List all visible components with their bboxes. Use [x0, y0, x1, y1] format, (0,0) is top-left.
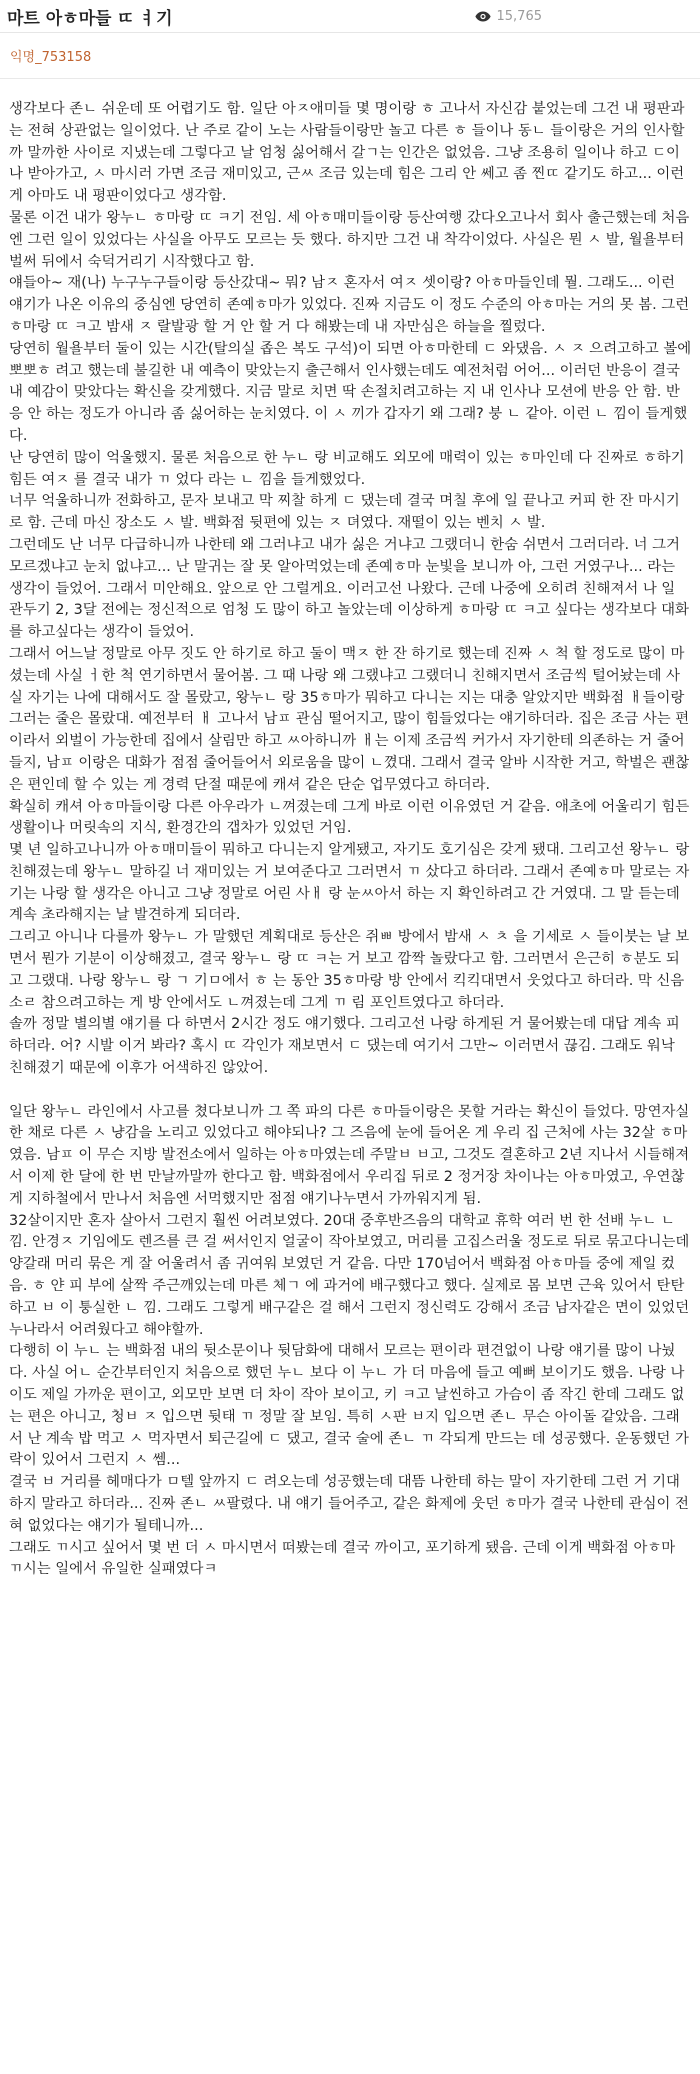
post-title: 마트 아ㅎ마들 ㄸ ㅕ기 [7, 8, 173, 29]
paragraph: 그런데도 난 너무 다급하니까 나한테 왜 그러냐고 내가 싫은 거냐고 그랬더니 한숨 쉬면서 그러더라. 너 그거 모르겠냐고 눈치 없냐고... 난 말귀는 잘 못 알아먹었는데 존예ㅎ마 눈빛을 보니까 아, 그런 거였구나... 라는 생각이 들었어. 그래서 미안해요. 앞으로 안 그럴게요. 이러고선 나왔다. 근데 나중에 오히려 친해져서 나 일 관두기 2, 3달 전에는 정신적으로 엄청 도 많이 하고 놀았는데 이상하게 ㅎ마랑 ㄸ ㅋ고 싶다는 생각보다 대화를 하고싶다는 생각이 들었어. [9, 536, 689, 641]
paragraph: 몇 년 일하고나니까 아ㅎ매미들이 뭐하고 다니는지 알게됐고, 자기도 호기심은 갖게 됐대. 그리고선 왕누ㄴ 랑 친해졌는데 왕누ㄴ 말하길 너 재미있는 거 보여준다고 그러면서 ㄲ 샀다고 하더라. 그래서 존예ㅎ마 말로는 자기는 나랑 할 생각은 아니고 그냥 정말로 어린 사ㅐ 랑 눈ㅆ아서 하는 지 확인하려고 간 거였대. 그 말 듣는데 계속 초라해지는 날 발견하게 되더라. [9, 842, 690, 924]
post-body [0, 79, 700, 1581]
post-header [0, 0, 700, 33]
paragraph: 당연히 월욜부터 둘이 있는 시간(탈의실 좁은 복도 구석)이 되면 아ㅎ마한테 ㄷ 와댔음. ㅅ ㅈ 으려고하고 볼에 뽀뽀ㅎ 려고 했는데 불길한 내 예측이 맞았는지 출근해서 인사했는데도 예전처럼 어어... 이러던 반응이 결국 내 예감이 맞았다는 확신을 갖게했다. 지금 말로 치면 딱 손절치려고하는 지 내 인사나 모션에 반응 안 함. 반응 안 하는 정도가 아니라 좀 싫어하는 눈치였다. 이 ㅅ 끼가 갑자기 왜 그래? 붕 ㄴ 같아. 이런 ㄴ 낌이 들게했다. [9, 340, 692, 444]
paragraph: 결국 ㅂ 거리를 헤매다가 ㅁ텔 앞까지 ㄷ 려오는데 성공했는데 대뜸 나한테 하는 말이 자기한테 그런 거 기대하지 말라고 하더라... 진짜 존ㄴ ㅆ팔렸다. 내 얘기 들어주고, 같은 화제에 웃던 ㅎ마가 결국 나한테 관심이 전혀 없었다는 얘기가 될테니까... [9, 1474, 689, 1534]
paragraph: 다행히 이 누ㄴ 는 백화점 내의 뒷소문이나 뒷담화에 대해서 모르는 편이라 편견없이 나랑 얘기를 많이 나눴다. 사실 어ㄴ 순간부터인지 처음으로 했던 누ㄴ 보다 이 누ㄴ 가 더 마음에 들고 예뻐 보이기도 했음. 나랑 나이도 제일 가까운 편이고, 외모만 보면 더 차이 작아 보이고, 키 ㅋ고 날씬하고 가슴이 좀 작긴 한데 그래도 없는 편은 아니고, 청ㅂ ㅈ 입으면 뒷태 ㄲ 정말 잘 보임. 특히 ㅅ판 ㅂ지 입으면 존ㄴ 무슨 아이돌 같았음. 그래서 난 계속 밥 먹고 ㅅ 먹자면서 퇴근길에 ㄷ 댔고, 결국 술에 존ㄴ ㄲ 각되게 만드는 데 성공했다. 운동했던 가락이 있어서 그런지 ㅅ 쎔... [9, 1343, 689, 1469]
paragraph: 그래서 어느날 정말로 아무 짓도 안 하기로 하고 둘이 맥ㅈ 한 잔 하기로 했는데 진짜 ㅅ 척 할 정도로 많이 마셨는데 사실 ㅓ한 척 연기하면서 물어봄. 그 때 나랑 왜 그랬냐고 그랬더니 친해지면서 조금씩 털어놨는데 사실 자기는 나에 대해서도 잘 몰랐고, 왕누ㄴ 랑 35ㅎ마가 뭐하고 다니는 지는 대충 알았지만 백화점 ㅐ들이랑 그러는 줄은 몰랐대. 예전부터 ㅐ 고나서 남ㅍ 관심 떨어지고, 많이 힘들었다는 얘기하더라. 집은 조금 사는 편이라서 외벌이 가능한데 집에서 살림만 하고 ㅆ아하니까 ㅐ는 이제 조금씩 커가서 자기한테 의존하는 거 줄어들지, 남ㅍ 이랑은 대화가 점점 줄어들어서 외로움을 많이 ㄴ꼈대. 그래서 결국 알바 시작한 거고, 학벌은 괜찮은 편인데 할 수 있는 게 경력 단절 때문에 캐셔 같은 단순 업무였다고 하더라. [9, 645, 690, 793]
paragraph: 솔까 정말 별의별 얘기를 다 하면서 2시간 정도 얘기했다. 그리고선 나랑 하게된 거 물어봤는데 대답 계속 피하더라. 어? 시발 이거 봐라? 혹시 ㄸ 각인가 재보면서 ㄷ 댔는데 여기서 그만~ 이러면서 끊김. 그래도 워낙 친해졌기 때문에 이후가 어색하진 않았어. [9, 1016, 680, 1077]
paragraph: 그래도 ㄲ시고 싶어서 몇 번 더 ㅅ 마시면서 떠봤는데 결국 까이고, 포기하게 됐음. 근데 이게 백화점 아ㅎ마 ㄲ시는 일에서 유일한 실패였다ㅋ [9, 1539, 676, 1578]
author-name[interactable]: 익명_753158 [10, 50, 92, 65]
paragraph: 난 당연히 많이 억울했지. 물론 처음으로 한 누ㄴ 랑 비교해도 외모에 매력이 있는 ㅎ마인데 다 진짜로 ㅎ하기 힘든 여ㅈ 를 결국 내가 ㄲ 었다 라는 ㄴ 낌을 들게했었다. [9, 449, 685, 488]
paragraph: 그리고 아니나 다를까 왕누ㄴ 가 말했던 계획대로 등산은 쥐ㅃ 방에서 밤새 ㅅ ㅊ 을 기세로 ㅅ 들이붓는 날 보면서 뭔가 기분이 이상해졌고, 결국 왕누ㄴ 랑 ㄸ ㅋ는 거 보고 깜짝 놀랐다고 함. 그러면서 은근히 ㅎ분도 되고 그랬대. 나랑 왕누ㄴ 랑 ㄱ 기ㅁ에서 ㅎ 는 동안 35ㅎ마랑 방 안에서 킥킥대면서 웃었다고 하더라. 막 신음소ㄹ 참으려고하는 게 방 안에서도 ㄴ껴졌는데 그게 ㄲ 림 포인트였다고 하더라. [9, 929, 690, 1011]
eye-icon [475, 11, 491, 22]
paragraph: 물론 이건 내가 왕누ㄴ ㅎ마랑 ㄸ ㅋ기 전임. 세 아ㅎ매미들이랑 등산여행 갔다오고나서 회사 출근했는데 처음엔 그런 일이 있었다는 사실을 아무도 모르는 듯 했다. 하지만 그건 내 착각이었다. 사실은 뭔 ㅅ 발, 월욜부터 벌써 뒤에서 숙덕거리기 시작했다고 함. [9, 209, 690, 270]
paragraph: 얘들아~ 재(나) 누구누구들이랑 등산갔대~ 뭐? 남ㅈ 혼자서 여ㅈ 셋이랑? 아ㅎ마들인데 뭘. 그래도... 이런 얘기가 나온 이유의 중심엔 당연히 존예ㅎ마가 있었다. 진짜 지금도 이 정도 수준의 아ㅎ마는 거의 못 봄. 그런 ㅎ마랑 ㄸ ㅋ고 밤새 ㅈ 랄발광 할 거 안 할 거 다 해봤는데 내 자만심은 하늘을 찔렀다. [9, 275, 690, 335]
paragraph: 일단 왕누ㄴ 라인에서 사고를 쳤다보니까 그 쪽 파의 다른 ㅎ마들이랑은 못할 거라는 확신이 들었다. 망연자실한 채로 다른 ㅅ 냥감을 노리고 있었다고 해야되나? 그 즈음에 눈에 들어온 게 우리 집 근처에 사는 32살 ㅎ마였음. 남ㅍ 이 무슨 지방 발전소에서 일하는 아ㅎ마였는데 주말ㅂ ㅂ고, 그것도 결혼하고 2년 지나서 시들해져서 이제 한 달에 한 번 만날까말까 한다고 함. 백화점에서 우리집 뒤로 2 정거장 차이나는 아ㅎ마였고, 우연찮게 지하철에서 만나서 처음엔 서먹했지만 점점 얘기나누면서 가까워지게 됨. [9, 1103, 690, 1207]
paragraph: 생각보다 존ㄴ 쉬운데 또 어렵기도 함. 일단 아ㅈ애미들 몇 명이랑 ㅎ 고나서 자신감 붙었는데 그건 내 평판과는 전혀 상관없는 일이었다. 난 주로 같이 노는 사람들이랑만 놀고 다른 ㅎ 들이나 동ㄴ 들이랑은 거의 인사할까 말까한 사이로 지냈는데 그렇다고 날 엄청 싫어해서 갈ㄱ는 인간은 없었음. 그냥 조용히 일이나 하고 ㄷ이나 받아가고, ㅅ 마시러 가면 조금 재미있고, 근ㅆ 조금 있는데 힘은 그리 안 쎄고 좀 찐ㄸ 같기도 하고... 이런 게 아마도 내 평판이었다고 생각함. [9, 101, 685, 205]
paragraph: 32살이지만 혼자 살아서 그런지 훨씬 어려보였다. 20대 중후반즈음의 대학교 휴학 여러 번 한 선배 누ㄴ ㄴ낌. 안경ㅈ 기임에도 렌즈를 큰 걸 써서인지 얼굴이 작아보였고, 머리를 고집스러울 정도로 뒤로 묶고다니는데 양갈래 머리 묶은 게 잘 어울려서 좀 귀여워 보였던 거 같음. 다만 170넘어서 백화점 아ㅎ마들 중에 제일 컸음. ㅎ 얀 피 부에 살짝 주근깨있는데 마른 체ㄱ 에 과거에 배구했다고 했다. 실제로 몸 보면 근육 있어서 탄탄하고 ㅂ 이 퉁실한 ㄴ 낌. 그래도 그렇게 배구같은 걸 해서 그런지 정신력도 강해서 조금 남자같은 면이 있었던 누나라서 어려웠다고 해야할까. [9, 1212, 690, 1338]
post-meta [0, 33, 700, 79]
paragraph: 너무 억울하니까 전화하고, 문자 보내고 막 찌찰 하게 ㄷ 댔는데 결국 며칠 후에 일 끝나고 커피 한 잔 마시기로 함. 근데 마신 장소도 ㅅ 발. 백화점 뒷편에 있는 ㅈ 뎌였다. 재떨이 있는 벤치 ㅅ 발. [9, 493, 680, 532]
paragraph: 확실히 캐셔 아ㅎ마들이랑 다른 아우라가 ㄴ껴졌는데 그게 바로 이런 이유였던 거 같음. 애초에 어울리기 힘든 생활이나 머릿속의 지식, 환경간의 갭차가 있었던 거임. [9, 798, 690, 837]
view-count [475, 9, 693, 24]
view-count-value: 15,765 [496, 8, 542, 24]
